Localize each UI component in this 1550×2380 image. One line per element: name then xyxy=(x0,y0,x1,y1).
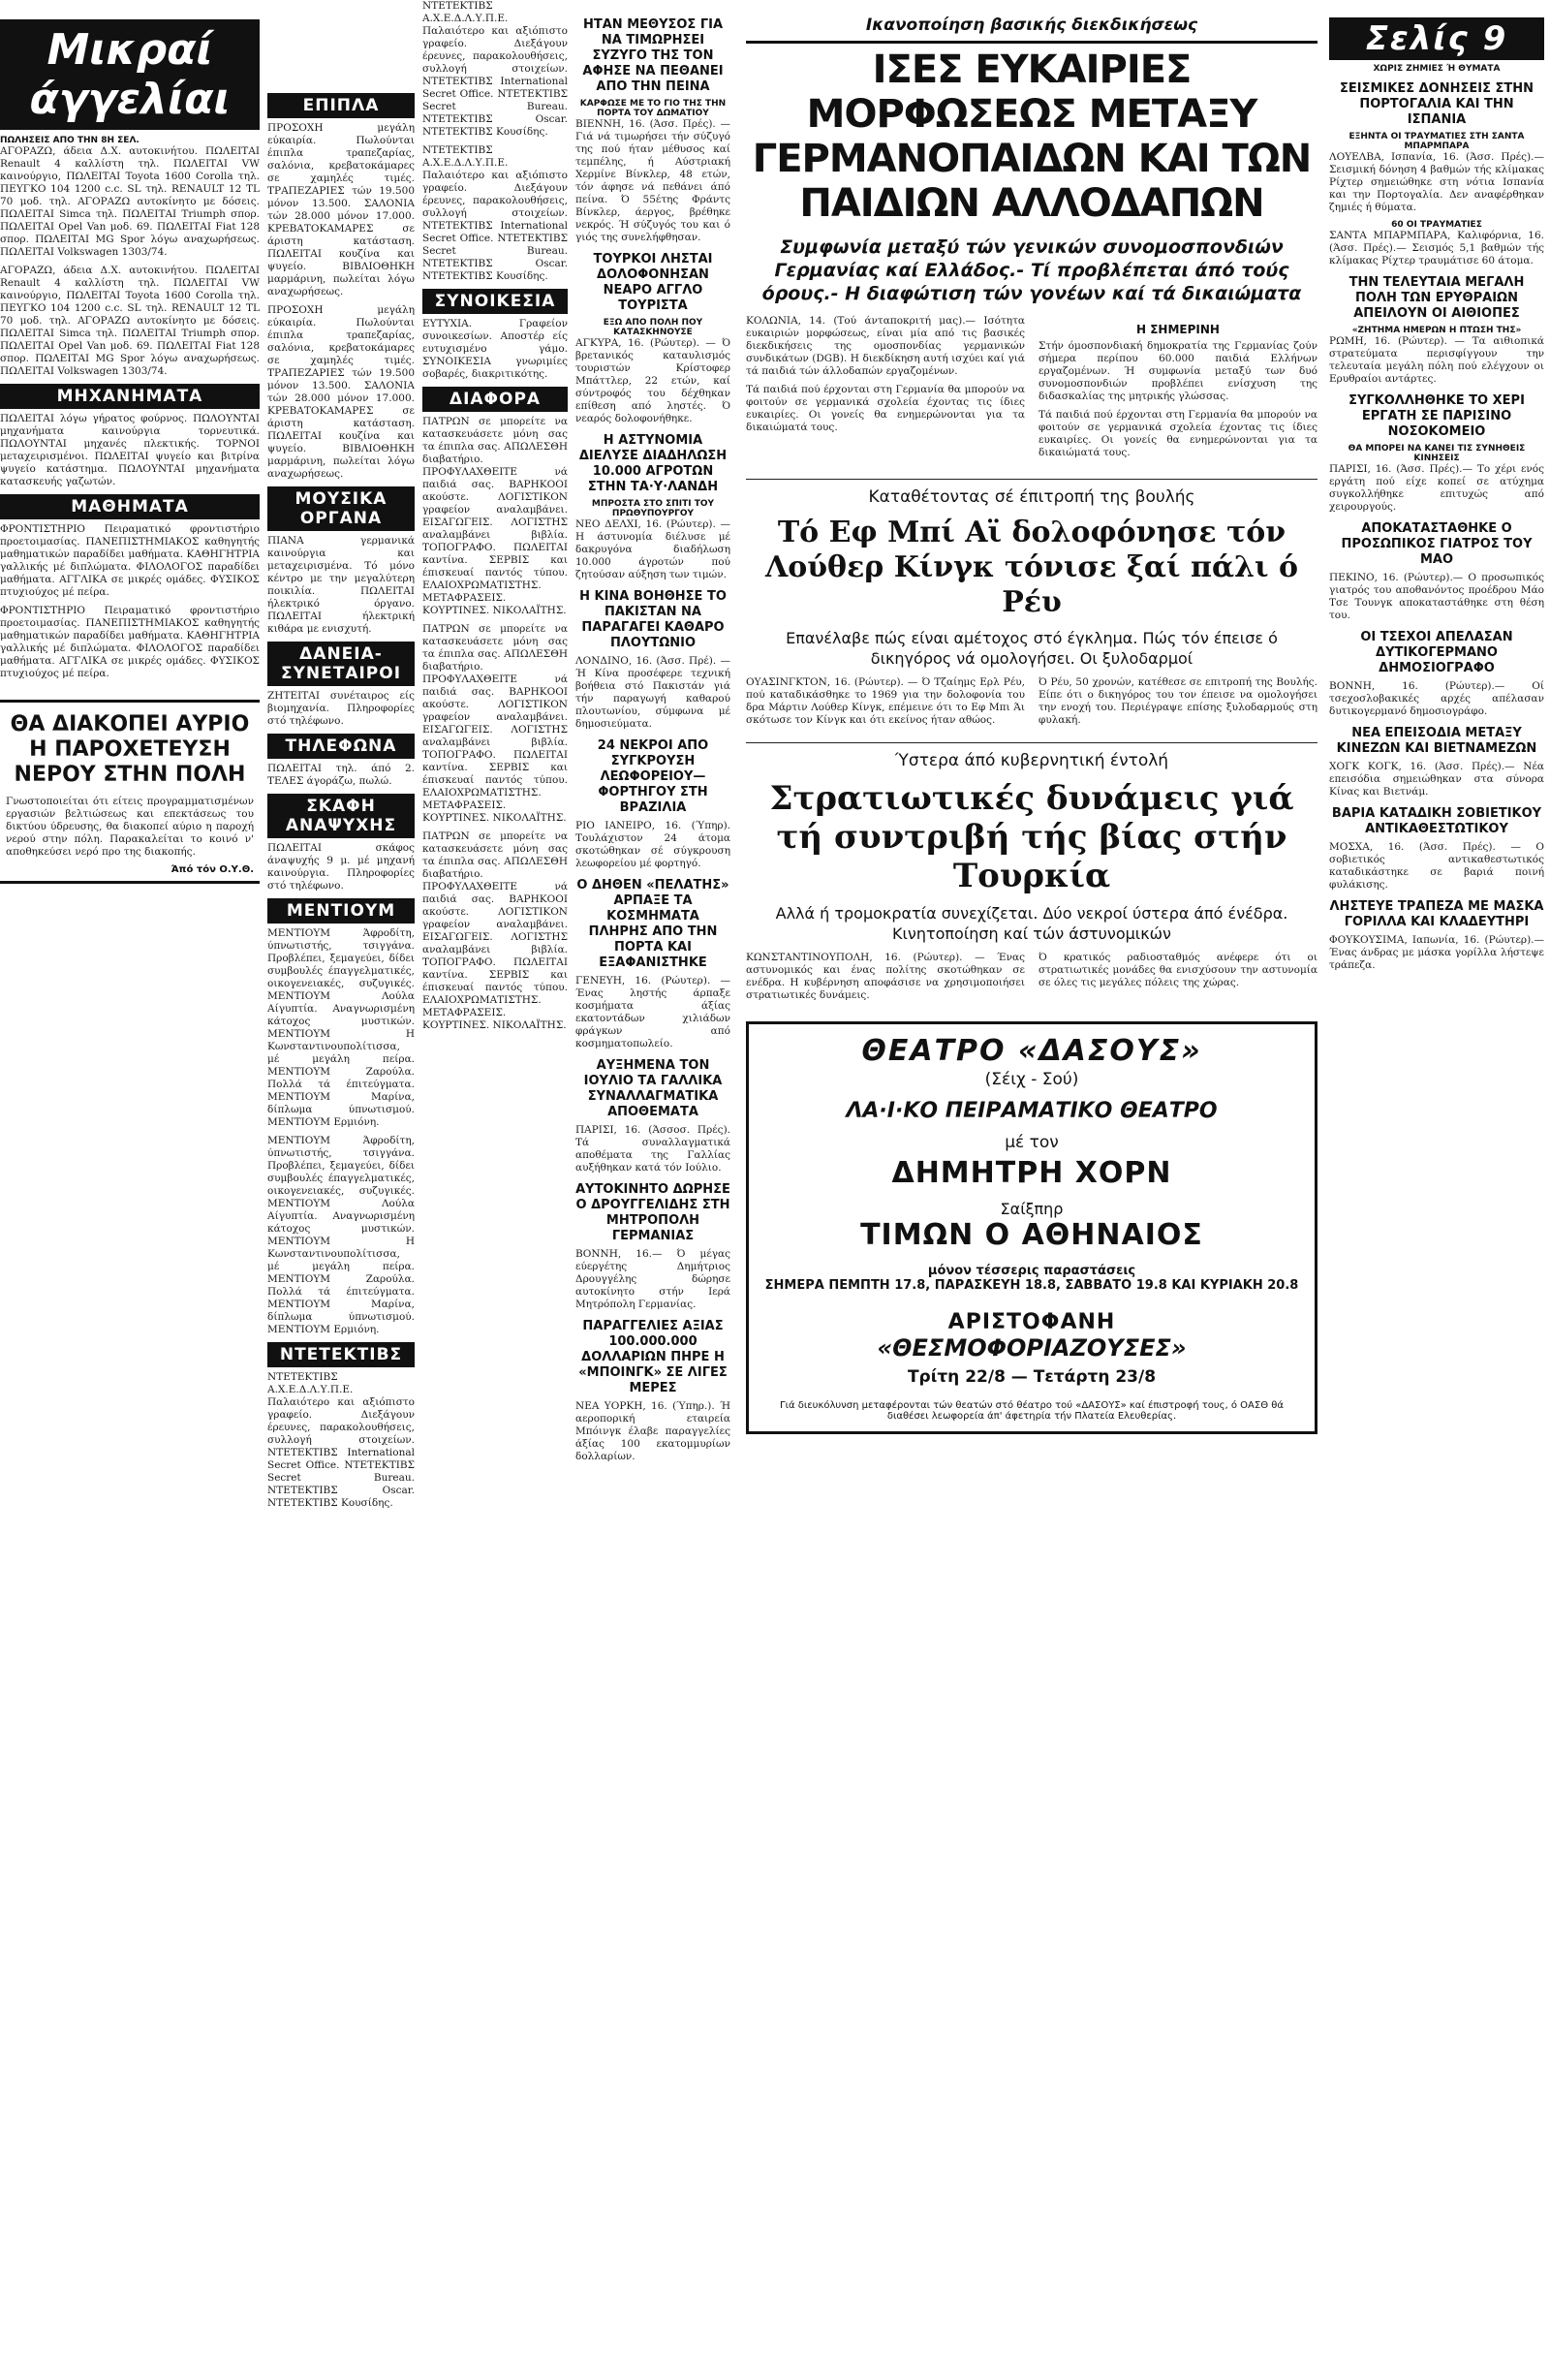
right-text-3: ΡΩΜΗ, 16. (Ρώυτερ). — Τα αιθιοπικά στρατεύματα περισφίγγουν την τελευταία μεγάλη πόλη πού ελέγχουν οι Ερυθραίοι αντάρτες. xyxy=(1329,335,1544,385)
right-head-8: ΛΗΣΤΕΥΕ ΤΡΑΠΕΖΑ ΜΕ ΜΑΣΚΑ ΓΟΡΙΛΛΑ ΚΑΙ ΚΛΑΔΕΥΤΗΡΙ xyxy=(1329,899,1544,929)
misc-text: ΠΑΤΡΩΝ σε μπορείτε να κατασκευάσετε μόνη σας τα έπιπλα σας. ΑΠΩΛΕΣΘΗ διαβατήριο. ΠΡΟΦΥΛΑΧΘΕΙΤΕ νά παιδιά σας. ΒΑΡΗΚΟΟΙ ακούστε. ΛΟΓΙΣΤΙΚΟΝ γραφείον αναλαμβάνει. ΕΙΣΑΓΩΓΕΙΣ. ΛΟΓΙΣΤΗΣ αναλαμβάνει βιβλία. ΤΟΠΟΓΡΑΦΟ. ΠΩΛΕΙΤΑΙ καντίνα. ΣΕΡΒΙΣ και έπισκευαί παντός τύπου. ΕΛΑΙΟΧΡΩΜΑΤΙΣΤΗΣ. ΜΕΤΑΦΡΑΣΕΙΣ. ΚΟΥΡΤΙΝΕΣ. ΝΙΚΟΛΑΪΤΗΣ. xyxy=(422,416,568,616)
boats-text: ΠΩΛΕΙΤΑΙ σκάφος άναψυχής 9 μ. μέ μηχανή καινούργια. Πληροφορίες στό τηλέφωνο. xyxy=(267,842,415,892)
theatre-name: ΘΕΑΤΡΟ «ΔΑΣΟΥΣ» xyxy=(861,1034,1202,1068)
king-headline: Τό Εφ Μπί Αϊ δολοφόνησε τόν Λούθερ Κίνγκ τόνισε ξαί πάλι ό Ρέυ xyxy=(764,516,1299,619)
news-head-1: ΗΤΑΝ ΜΕΘΥΣΟΣ ΓΙΑ ΝΑ ΤΙΜΩΡΗΣΕΙ ΣΥΖΥΓΟ ΤΗΣ ΤΟΝ ΑΦΗΣΕ ΝΑ ΠΕΘΑΝΕΙ ΑΠΟ ΤΗΝ ΠΕΙΝΑ xyxy=(582,17,724,94)
classifieds-column-2 xyxy=(267,87,415,2380)
news-head-7: ΑΥΞΗΜΕΝΑ ΤΟΝ ΙΟΥΛΙΟ ΤΑ ΓΑΛΛΙΚΑ ΣΥΝΑΛΛΑΓΜΑΤΙΚΑ ΑΠΟΘΕΜΑΤΑ xyxy=(583,1058,723,1119)
right-head-5: ΟΙ ΤΣΕΧΟΙ ΑΠΕΛΑΣΑΝ ΔΥΤΙΚΟΓΕΡΜΑΝΟ ΔΗΜΟΣΙΟΓΡΑΦΟ xyxy=(1360,630,1513,675)
right-sub-4: ΘΑ ΜΠΟΡΕΙ ΝΑ ΚΑΝΕΙ ΤΙΣ ΣΥΝΗΘΕΙΣ ΚΙΝΗΣΕΙΣ xyxy=(1348,444,1526,463)
right-text-1: ΛΟΥΕΛΒΑ, Ισπανία, 16. (Άσσ. Πρές).— Σεισμική δόνηση 4 βαθμών τής κλίμακας Ρίχτερ σημειώθηκε στη νότια Ισπανία και την Πορτογαλία. Δεν αναφέρθηκαν ζημιές ή θύματα. xyxy=(1329,151,1544,213)
king-story-cols xyxy=(746,676,1318,733)
king-kicker: Καταθέτοντας σέ έπιτροπή της βουλής xyxy=(868,487,1195,507)
loans-text: ΖΗΤΕΙΤΑΙ συνέταιρος είς βιομηχανία. Πληροφορίες στό τηλέφωνο. xyxy=(267,690,415,727)
theatre-dates: ΣΗΜΕΡΑ ΠΕΜΠΤΗ 17.8, ΠΑΡΑΣΚΕΥΗ 18.8, ΣΑΒΒΑΤΟ 19.8 ΚΑΙ ΚΥΡΙΑΚΗ 20.8 xyxy=(764,1278,1299,1293)
section-boats: ΣΚΑΦΗ ΑΝΑΨΥΧΗΣ xyxy=(267,794,415,838)
notice-sign: Άπό τόν Ο.Υ.Θ. xyxy=(170,864,254,875)
cars-text: ΑΓΟΡΑΖΩ, άδεια Δ.Χ. αυτοκινήτου. ΠΩΛΕΙΤΑΙ Renault 4 καλλίστη τηλ. ΠΩΛΕΙΤΑΙ VW καινούργιο, ΠΩΛΕΙΤΑΙ Toyota 1600 Corolla τηλ. ΠΕΥΓΚΟ 104 1200 c.c. SL τηλ. RENAULT 12 TL 70 μοδ. τηλ. ΑΓΟΡΑΖΩ αυτοκίνητο με δόσεις. ΠΩΛΕΙΤΑΙ Simca τηλ. ΠΩΛΕΙΤΑΙ Triumph σπορ. ΠΩΛΕΙΤΑΙ Opel Van μοδ. 69. ΠΩΛΕΙΤΑΙ Fiat 128 σπορ. ΠΩΛΕΙΤΑΙ MG Spor λόγω αναχωρήσεως. ΠΩΛΕΙΤΑΙ Volkswagen 1303/74. xyxy=(0,265,260,377)
divider-2 xyxy=(746,742,1318,743)
right-text-4: ΠΑΡΙΣΙ, 16. (Άσσ. Πρές).— Το χέρι ενός εργάτη πού είχε κοπεί σε ατύχημα συγκολλήθηκε επιτυχώς από χειρουργούς. xyxy=(1329,463,1544,513)
section-detectives: ΝΤΕΤΕΚΤΙΒΣ xyxy=(267,1342,415,1367)
right-sub-3: «ΖΗΤΗΜΑ ΗΜΕΡΩΝ Η ΠΤΩΣΗ ΤΗΣ» xyxy=(1351,326,1522,335)
classifieds-left xyxy=(0,265,260,686)
right-head-7: ΒΑΡΙΑ ΚΑΤΑΔΙΚΗ ΣΟΒΙΕΤΙΚΟΥ ΑΝΤΙΚΑΘΕΣΤΩΤΙΚΟΥ xyxy=(1331,806,1542,836)
news-head-8: ΑΥΤΟΚΙΝΗΤΟ ΔΩΡΗΣΕ Ο ΔΡΟΥΓΓΕΛΙΔΗΣ ΣΤΗ ΜΗΤΡΟΠΟΛΗ ΓΕΡΜΑΝΙΑΣ xyxy=(575,1182,730,1243)
page-number: Σελίς 9 xyxy=(1329,17,1544,60)
main-kicker: Ικανοποίηση βασικής διεκδικήσεως xyxy=(865,16,1198,35)
main-deck: Συμφωνία μεταξύ τών γενικών συνομοσπονδιών Γερμανίας καί Ελλάδος.- Τί προβλέπεται άπό τούς όρους.- Η διαφώτιση τών γονέων καί τά δικαιώματα xyxy=(761,236,1302,304)
right-text-5: ΠΕΚΙΝΟ, 16. (Ρώυτερ).— Ο προσωπικός γιατρός του αποθανόντος προέδρου Μάο Τσε Τουνγκ αποκαταστάθηκε στη θέση του. xyxy=(1329,572,1544,621)
turkey-col-b xyxy=(1038,952,1318,1008)
section-phones: ΤΗΛΕΦΩΝΑ xyxy=(267,734,415,759)
right-text-8: ΜΟΣΧΑ, 16. (Άσσ. Πρές). — Ο σοβιετικός αντικαθεστωτικός καταδικάστηκε σε βαριά ποινή φυλάκισης. xyxy=(1329,841,1544,891)
intro-text: ΑΓΟΡΑΖΩ, άδεια Δ.Χ. αυτοκινήτου. ΠΩΛΕΙΤΑΙ Renault 4 καλλίστη τηλ. ΠΩΛΕΙΤΑΙ VW καινούργιο, ΠΩΛΕΙΤΑΙ Toyota 1600 Corolla τηλ. ΠΕΥΓΚΟ 104 1200 c.c. SL τηλ. RENAULT 12 TL 70 μοδ. τηλ. ΑΓΟΡΑΖΩ αυτοκίνητο με δόσεις. ΠΩΛΕΙΤΑΙ Simca τηλ. ΠΩΛΕΙΤΑΙ Triumph σπορ. ΠΩΛΕΙΤΑΙ Opel Van μοδ. 69. ΠΩΛΕΙΤΑΙ Fiat 128 σπορ. ΠΩΛΕΙΤΑΙ MG Spor λόγω αναχωρήσεως. ΠΩΛΕΙΤΑΙ Volkswagen 1303/74. xyxy=(0,145,260,258)
right-head-6: ΝΕΑ ΕΠΕΙΣΟΔΙΑ ΜΕΤΑΞΥ ΚΙΝΕΖΩΝ ΚΑΙ ΒΙΕΤΝΑΜΕΖΩΝ xyxy=(1336,726,1537,756)
main-sub-a: Η ΣΗΜΕΡΙΝΗ xyxy=(1136,323,1220,336)
news-sub-2: ΕΞΩ ΑΠΟ ΠΟΛΗ ΠΟΥ ΚΑΤΑΣΚΗΝΟΥΣΕ xyxy=(603,318,703,337)
news-head-9: ΠΑΡΑΓΓΕΛΙΕΣ ΑΞΙΑΣ 100.000.000 ΔΟΛΛΑΡΙΩΝ ΠΗΡΕ Η «ΜΠΟΙΝΓΚ» ΣΕ ΛΙΓΕΣ ΜΕΡΕΣ xyxy=(578,1319,728,1395)
news-text-2: ΑΓΚΥΡΑ, 16. (Ρώυτερ). — Ό βρετανικός καταυλισμός τουριστών Κρίστοφερ Μπάττλερ, 22 ετών, καί σύντροφός του δέχθηκαν επίθεση από ληστές. Ό νεαρός δολοφονήθηκε. xyxy=(575,337,730,424)
classifieds-subcols xyxy=(0,265,260,686)
turkey-kicker: Ύστερα άπό κυβερνητική έντολή xyxy=(894,751,1169,770)
main-headline-text: ΙΣΕΣ ΕΥΚΑΙΡΙΕΣ ΜΟΡΦΩΣΕΩΣ ΜΕΤΑΞΥ ΓΕΡΜΑΝΟΠΑΙΔΩΝ ΚΑΙ ΤΩΝ ΠΑΙΔΙΩΝ ΑΛΛΟΔΑΠΩΝ xyxy=(752,47,1312,226)
main-text-a: ΚΟΛΩΝΙΑ, 14. (Τού άνταποκριτή μας).— Ισότητα ευκαιριών μορφώσεως, είναι μία από τις βασικές διεκδικήσεις της ομοσπονδίας γερμανικών συνδικάτων (DGB). Η διεκδίκηση αυτή ισχύει καί γιά τά παιδιά τών άλλοδαπών εργαζομένων. xyxy=(746,315,1025,377)
divider-1 xyxy=(746,479,1318,480)
main-text-c: Τά παιδιά πού έρχονται στη Γερμανία θα μπορούν να φοιτούν σε γερμανικά σχολεία έχοντας τις ίδιες ευκαιρίες. Οι γονείς θα ενημερώνονται για τα δικαιώματά τους. xyxy=(746,384,1025,433)
main-column xyxy=(746,0,1318,2293)
section-misc: ΔΙΑΦΟΡΑ xyxy=(422,387,568,412)
theatre-with: μέ τον xyxy=(1005,1133,1059,1152)
right-small-head: ΧΩΡΙΣ ΖΗΜΙΕΣ Ή ΘΥΜΑΤΑ xyxy=(1373,64,1501,74)
king-deck: Επανέλαβε πώς είναι αμέτοχος στό έγκλημα. Πώς τόν έπεισε ό δικηγόρος νά ομολογήσει. Οι ξυλοδαρμοί xyxy=(786,629,1278,668)
news-head-4: Η ΚΙΝΑ ΒΟΗΘΗΣΕ ΤΟ ΠΑΚΙΣΤΑΝ ΝΑ ΠΑΡΑΓΑΓΕΙ ΚΑΘΑΡΟ ΠΛΟΥΤΩΝΙΟ xyxy=(579,589,727,650)
section-loans: ΔΑΝΕΙΑ-ΣΥΝΕΤΑΙΡΟΙ xyxy=(267,642,415,686)
music-text: ΠΙΑΝΑ γερμανικά καινούργια και μεταχειρισμένα. Τό μόνο κέντρο με την μεγαλύτερη ποικιλία. ΠΩΛΕΙΤΑΙ ήλεκτρικό όργανο. ΠΩΛΕΙΤΑΙ ήλεκτρική κιθάρα με ενισχυτή. xyxy=(267,535,415,635)
sales-text-2: ΠΡΟΣΟΧΗ μεγάλη εύκαιρία. Πωλούνται έπιπλα τραπεζαρίας, σαλόνια, κρεβατοκάμαρες σε χαμηλές τιμές. ΤΡΑΠΕΖΑΡΙΕΣ τών 19.500 μόνον 13.500. ΣΑΛΟΝΙΑ τών 28.000 μόνον 17.000. ΚΡΕΒΑΤΟΚΑΜΑΡΕΣ σε άριστη κατάσταση. ΠΩΛΕΙΤΑΙ κουζίνα και ψυγείο. ΒΙΒΛΙΟΘΗΚΗ μαρμάρινη, πωλείται λόγω αναχωρήσεως. xyxy=(267,304,415,480)
classifieds-masthead: Μικραί άγγελίαι xyxy=(0,19,260,130)
news-head-5: 24 ΝΕΚΡΟΙ ΑΠΟ ΣΥΓΚΡΟΥΣΗ ΛΕΩΦΟΡΕΙΟΥ—ΦΟΡΤΗΓΟΥ ΣΤΗ ΒΡΑΖΙΛΙΑ xyxy=(597,738,709,815)
notice-text: Γνωστοποιείται ότι είτεις προγραμματισμένων εργασιών βελτιώσεως και επεκτάσεως του δικτύου ύδρευσης, θα διακοπεί αύριο η παροχή νερού στην πόλη. Παρακαλείται το κοινό ν' αποθηκεύσει νερό προ της διακοπής. xyxy=(6,796,254,858)
main-story-col-b xyxy=(1038,315,1318,465)
main-headline xyxy=(746,47,1318,226)
section-machines: ΜΗΧΑΝΗΜΑΤΑ xyxy=(0,384,260,409)
lessons-text-2: ΦΡΟΝΤΙΣΤΗΡΙΟ Πειραματικό φροντιστήριο προετοιμασίας. ΠΑΝΕΠΙΣΤΗΜΙΑΚΟΣ καθηγητής μαθηματικών παραδίδει μαθήματα. ΚΑΘΗΓΗΤΡΙΑ γαλλικής μέ διπλώματα. ΦΙΛΟΛΟΓΟΣ παραδίδει μαθήματα. ΑΓΓΛΙΚΑ σε μικρές ομάδες. ΦΥΣΙΚΟΣ πτυχιούχος μέ πείρα. xyxy=(0,605,260,679)
news-text-5: ΡΙΟ ΙΑΝΕΙΡΟ, 16. (Ύπηρ). Τουλάχιστον 24 άτομα σκοτώθηκαν σέ σύγκρουση λεωφορείου μέ φορτηγό. xyxy=(575,820,730,869)
main-headline-wrap xyxy=(746,41,1318,226)
machines-text: ΠΩΛΕΙΤΑΙ λόγω γήρατος φούρνος. ΠΩΛΟΥΝΤΑΙ μηχανήματα καινούργια τορνευτικά. ΠΩΛΟΥΝΤΑΙ μηχανές πλεκτικής. ΤΟΡΝΟΙ μεταχειρισμένοι. ΠΩΛΕΙΤΑΙ ψυγείο και βιτρίνα ψυγείο κατάστημα. ΠΩΛΟΥΝΤΑΙ μηχανήματα κατασκευής γαζωτών. xyxy=(0,413,260,487)
news-text-6: ΓΕΝΕΥΗ, 16. (Ρώυτερ). — Ένας ληστής άρπαξε κοσμήματα άξίας εκατοντάδων χιλιάδων φράγκων από κοσμηματοπωλείο. xyxy=(575,975,730,1049)
mentium-text-2: ΜΕΝΤΙΟΥΜ Άφροδίτη, ύπνωτιστής, τσιγγάνα. Προβλέπει, ξεμαγεύει, δίδει συμβουλές έπαγγελματικές, οικογενειακές, συζυγικές. ΜΕΝΤΙΟΥΜ Λούλα Αίγυπτία. Αναγνωρισμένη κάτοχος μυστικών. ΜΕΝΤΙΟΥΜ Η Κωνσταντινουπολίτισσα, μέ μεγάλη πείρα. ΜΕΝΤΙΟΥΜ Ζαρούλα. Πολλά τά έπιτεύγματα. ΜΕΝΤΙΟΥΜ Μαρίνα, δίπλωμα ύπνωτισμού. ΜΕΝΤΙΟΥΜ Ερμιόνη. xyxy=(267,1135,415,1335)
theatre-play: ΤΙΜΩΝ Ο ΑΘΗΝΑΙΟΣ xyxy=(860,1218,1203,1252)
king-text-d: ΟΥΑΣΙΝΓΚΤΟΝ, 16. (Ρώυτερ). — Ό Τζαίημς Ερλ Ρέυ, πού καταδικάσθηκε το 1969 για την δολοφονία του δρα Μάρτιν Λούθερ Κίνγκ, επέμεινε ότι το Εφ Μπι Άι σκότωσε τον Κίνγκ και ότι εκείνος ήταν αθώος. xyxy=(746,676,1025,726)
king-col-b xyxy=(1038,676,1318,733)
news-head-6: Ο ΔΗΘΕΝ «ΠΕΛΑΤΗΣ» ΑΡΠΑΞΕ ΤΑ ΚΟΣΜΗΜΑΤΑ ΠΛΗΡΗΣ ΑΠΟ ΤΗΝ ΠΟΡΤΑ ΚΑΙ ΕΞΑΦΑΝΙΣΤΗΚΕ xyxy=(576,878,729,970)
right-text-6: ΒΟΝΝΗ, 16. (Ρώυτερ).— Οί τσεχοσλοβακικές αρχές απέλασαν δυτικογερμανό δημοσιογράφο. xyxy=(1329,680,1544,717)
intro-label: ΠΩΛΗΣΕΙΣ ΑΠΟ ΤΗΝ 8Η ΣΕΛ. xyxy=(0,136,140,145)
water-notice xyxy=(0,700,260,884)
news-head-2: ΤΟΥΡΚΟΙ ΛΗΣΤΑΙ ΔΟΛΟΦΟΝΗΣΑΝ ΝΕΑΡΟ ΑΓΓΛΟ ΤΟΥΡΙΣΤΑ xyxy=(593,252,713,313)
turkey-headline: Στρατιωτικές δυνάμεις γιά τή συντριβή τής βίας στήν Τουρκία xyxy=(769,779,1294,895)
news-text-8: ΒΟΝΝΗ, 16.— Ό μέγας εύεργέτης Δημήτριος Δρουγγέλης δώρησε αυτοκίνητο στήν Ιερά Μητρόπολη Γερμανίας. xyxy=(575,1248,730,1310)
right-text-2: ΣΑΝΤΑ ΜΠΑΡΜΠΑΡΑ, Καλιφόρνια, 16. (Άσσ. Πρές).— Σεισμός 5,1 βαθμών τής κλίμακας Ρίχτερ τραυμάτισε 60 άτομα. xyxy=(1329,230,1544,266)
classifieds-column xyxy=(0,0,260,2293)
news-text-4: ΛΟΝΔΙΝΟ, 16. (Άσσ. Πρέ). — Ή Κίνα προσέφερε τεχνική βοήθεια στό Πακιστάν γιά τήν παραγωγή καθαρού πλουτωνίου, σύμφωνα μέ δημοσιεύματα. xyxy=(575,655,730,730)
news-column-2 xyxy=(575,0,730,2293)
section-sales: ΕΠΙΠΛΑ xyxy=(267,93,415,118)
theatre-ad xyxy=(746,1021,1318,1434)
notice-title: ΘΑ ΔΙΑΚΟΠΕΙ ΑΥΡΙΟ Η ΠΑΡΟΧΕΤΕΥΣΗ ΝΕΡΟΥ ΣΤΗΝ ΠΟΛΗ xyxy=(10,712,250,787)
detectives-text-3: ΝΤΕΤΕΚΤΙΒΣ Α.Χ.Ε.Δ.Λ.Υ.Π.Ε. Παλαιότερο και αξιόπιστο γραφείο. Διεξάγουν έρευνες, παρακολουθήσεις, συλλογή στοιχείων. ΝΤΕΤΕΚΤΙΒΣ International Secret Office. ΝΤΕΤΕΚΤΙΒΣ Secret Bureau. ΝΤΕΤΕΚΤΙΒΣ Oscar. ΝΤΕΤΕΚΤΙΒΣ Κουσίδης. xyxy=(422,144,568,282)
news-sub-1: ΚΑΡΦΩΣΕ ΜΕ ΤΟ ΓΙΟ ΤΗΣ ΤΗΝ ΠΟΡΤΑ ΤΟΥ ΔΩΜΑΤΙΟΥ xyxy=(579,99,727,118)
theatre-dates-2: Τρίτη 22/8 — Τετάρτη 23/8 xyxy=(907,1367,1157,1387)
right-head-2: ΤΗΝ ΤΕΛΕΥΤΑΙΑ ΜΕΓΑΛΗ ΠΟΛΗ ΤΩΝ ΕΡΥΘΡΑΙΩΝ ΑΠΕΙΛΟΥΝ ΟΙ ΑΙΘΙΟΠΕΣ xyxy=(1348,275,1525,321)
news-text-7: ΠΑΡΙΣΙ, 16. (Άσσοσ. Πρές). Τά συναλλαγματικά αποθέματα της Γαλλίας αυξήθηκαν κατά τόν Ιούλιο. xyxy=(575,1124,730,1174)
turkey-deck: Αλλά ή τρομοκρατία συνεχίζεται. Δύο νεκροί ύστερα άπό ένέδρα. Κινητοποίηση καί τών άστυνομικών xyxy=(775,904,1288,943)
right-text-7: ΧΟΓΚ ΚΟΓΚ, 16. (Άσσ. Πρές).— Νέα επεισόδια σημειώθηκαν στα σύνορα Κίνας και Βιετνάμ. xyxy=(1329,761,1544,798)
turkey-text-f: ΚΩΝΣΤΑΝΤΙΝΟΥΠΟΛΗ, 16. (Ρώυτερ). — Ένας αστυνομικός και ένας πολίτης σκοτώθηκαν σε ενέδρα. Η κυβέρνηση αποφάσισε να χρησιμοποιήσει στρατιωτικές δυνάμεις. xyxy=(746,952,1025,1001)
detectives-text-2: ΝΤΕΤΕΚΤΙΒΣ Α.Χ.Ε.Δ.Λ.Υ.Π.Ε. Παλαιότερο και αξιόπιστο γραφείο. Διεξάγουν έρευνες, παρακολουθήσεις, συλλογή στοιχείων. ΝΤΕΤΕΚΤΙΒΣ International Secret Office. ΝΤΕΤΕΚΤΙΒΣ Secret Bureau. ΝΤΕΤΕΚΤΙΒΣ Oscar. ΝΤΕΤΕΚΤΙΒΣ Κουσίδης. xyxy=(422,0,568,138)
theatre-performances: μόνον τέσσερις παραστάσεις xyxy=(927,1264,1136,1278)
theatre-sub: (Σέιχ - Σού) xyxy=(984,1070,1079,1089)
right-head-3: ΣΥΓΚΟΛΛΗΘΗΚΕ ΤΟ ΧΕΡΙ ΕΡΓΑΤΗ ΣΕ ΠΑΡΙΣΙΝΟ ΝΟΣΟΚΟΜΕΙΟ xyxy=(1348,393,1525,439)
king-col-a xyxy=(746,676,1025,733)
section-homes: ΣΥΝΟΙΚΕΣΙΑ xyxy=(422,289,568,314)
section-mentium: ΜΕΝΤΙΟΥΜ xyxy=(267,898,415,924)
theatre-author: Σαίξπηρ xyxy=(1000,1200,1064,1218)
theatre-actor: ΔΗΜΗΤΡΗ ΧΟΡΝ xyxy=(891,1156,1172,1190)
classifieds-column-3 xyxy=(422,0,568,2293)
news-text-9: ΝΕΑ ΥΟΡΚΗ, 16. (Ύπηρ.). Ή αεροπορική εταιρεία Μπόινγκ έλαβε παραγγελίες άξίας 100 εκατομμυρίων δολλαρίων. xyxy=(575,1400,730,1462)
news-sub-3: ΜΠΡΟΣΤΑ ΣΤΟ ΣΠΙΤΙ ΤΟΥ ΠΡΩΘΥΠΟΥΡΓΟΥ xyxy=(591,499,715,518)
right-head-4: ΑΠΟΚΑΤΑΣΤΑΘΗΚΕ Ο ΠΡΟΣΩΠΙΚΟΣ ΓΙΑΤΡΟΣ ΤΟΥ ΜΑΟ xyxy=(1341,521,1533,567)
main-story-cols xyxy=(746,315,1318,465)
right-column xyxy=(1329,0,1544,2293)
sales-text: ΠΡΟΣΟΧΗ μεγάλη εύκαιρία. Πωλούνται έπιπλα τραπεζαρίας, σαλόνια, κρεβατοκάμαρες σε χαμηλές τιμές. ΤΡΑΠΕΖΑΡΙΕΣ τών 19.500 μόνον 13.500. ΣΑΛΟΝΙΑ τών 28.000 μόνον 17.000. ΚΡΕΒΑΤΟΚΑΜΑΡΕΣ σε άριστη κατάσταση. ΠΩΛΕΙΤΑΙ κουζίνα και ψυγείο. ΒΙΒΛΙΟΘΗΚΗ μαρμάρινη, πωλείται λόγω αναχωρήσεως. xyxy=(267,122,415,298)
misc-text-2: ΠΑΤΡΩΝ σε μπορείτε να κατασκευάσετε μόνη σας τα έπιπλα σας. ΑΠΩΛΕΣΘΗ διαβατήριο. ΠΡΟΦΥΛΑΧΘΕΙΤΕ νά παιδιά σας. ΒΑΡΗΚΟΟΙ ακούστε. ΛΟΓΙΣΤΙΚΟΝ γραφείον αναλαμβάνει. ΕΙΣΑΓΩΓΕΙΣ. ΛΟΓΙΣΤΗΣ αναλαμβάνει βιβλία. ΤΟΠΟΓΡΑΦΟ. ΠΩΛΕΙΤΑΙ καντίνα. ΣΕΡΒΙΣ και έπισκευαί παντός τύπου. ΕΛΑΙΟΧΡΩΜΑΤΙΣΤΗΣ. ΜΕΤΑΦΡΑΣΕΙΣ. ΚΟΥΡΤΙΝΕΣ. ΝΙΚΟΛΑΪΤΗΣ. xyxy=(422,623,568,824)
section-music: ΜΟΥΣΙΚΑ ΟΡΓΑΝΑ xyxy=(267,486,415,531)
right-sub-2: 60 ΟΙ ΤΡΑΥΜΑΤΙΕΣ xyxy=(1391,220,1482,230)
theatre-transport: Γιά διευκόλυνση μεταφέρονται τών θεατών στό θέατρο τού «ΔΑΣΟΥΣ» καί έπιστροφή τους, ό ΟΑΣΘ θά διαθέσει λεωφορεία άπ' άφετηρία τήν Πλατεία Ελευθερίας. xyxy=(780,1400,1284,1422)
main-text-b: Στήν όμοσπονδιακή δημοκρατία της Γερμανίας ζούν σήμερα περίπου 60.000 παιδιά Ελλήνων εργαζομένων. Ή συμφωνία μεταξύ των δυό συνομοσπονδιών προβλέπει ενίσχυση της διδασκαλίας της μητρικής γλώσσας. xyxy=(1038,340,1318,402)
news-text-1: ΒΙΕΝΝΗ, 16. (Άσσ. Πρές). — Γιά νά τιμωρήσει τήν σύζυγό της πού ήταν μέθυσος καί τεμπέλης, ή Αύστριακή Χερμίνε Βίνκλερ, 48 ετών, τόν άφησε νά πεθάνει άπό πείνα. Ό 55έτης Φράντς Βίνκλερ, άεργος, βρέθηκε νεκρός. Ή σύζυγός του και ό γιός της συνελήφθησαν. xyxy=(575,118,730,243)
homes-text: ΕΥΤΥΧΙΑ. Γραφείον συνοικεσίων. Αποστέρ είς ευτυχισμένο γάμο. ΣΥΝΟΙΚΕΣΙΑ γνωριμίες σοβαρές, διακριτικότης. xyxy=(422,318,568,380)
right-text-9: ΦΟΥΚΟΥΣΙΜΑ, Ιαπωνία, 16. (Ρώυτερ).— Ένας άνδρας με μάσκα γορίλλα λήστεψε τράπεζα. xyxy=(1329,934,1544,971)
theatre-company: ΛΑ·Ι·ΚΟ ΠΕΙΡΑΜΑΤΙΚΟ ΘΕΑΤΡΟ xyxy=(846,1099,1218,1123)
king-text-e: Ό Ρέυ, 50 χρονών, κατέθεσε σε επιτροπή της Βουλής. Είπε ότι ο δικηγόρος του τον έπεισε να ομολογήσει την ενοχή του. Περιέγραψε επίσης ξυλοδαρμούς στη φυλακή. xyxy=(1038,676,1318,726)
mentium-text: ΜΕΝΤΙΟΥΜ Άφροδίτη, ύπνωτιστής, τσιγγάνα. Προβλέπει, ξεμαγεύει, δίδει συμβουλές έπαγγελματικές, οικογενειακές, συζυγικές. ΜΕΝΤΙΟΥΜ Λούλα Αίγυπτία. Αναγνωρισμένη κάτοχος μυστικών. ΜΕΝΤΙΟΥΜ Η Κωνσταντινουπολίτισσα, μέ μεγάλη πείρα. ΜΕΝΤΙΟΥΜ Ζαρούλα. Πολλά τά έπιτεύγματα. ΜΕΝΤΙΟΥΜ Μαρίνα, δίπλωμα ύπνωτισμού. ΜΕΝΤΙΟΥΜ Ερμιόνη. xyxy=(267,927,415,1128)
phones-text: ΠΩΛΕΙΤΑΙ τηλ. άπό 2. ΤΕΛΕΣ άγοράζω, πωλώ. xyxy=(267,763,415,787)
main-story-col-a xyxy=(746,315,1025,465)
right-head-1: ΣΕΙΣΜΙΚΕΣ ΔΟΝΗΣΕΙΣ ΣΤΗΝ ΠΟΡΤΟΓΑΛΙΑ ΚΑΙ ΤΗΝ ΙΣΠΑΝΙΑ xyxy=(1340,81,1534,127)
turkey-col-a xyxy=(746,952,1025,1008)
section-lessons: ΜΑΘΗΜΑΤΑ xyxy=(0,494,260,519)
turkey-text-g: Ό κρατικός ραδιοσταθμός ανέφερε ότι οι στρατιωτικές μονάδες θα ενισχύσουν την αστυνομία σε όλες τις μεγάλες πόλεις της χώρας. xyxy=(1038,952,1318,988)
news-head-3: Η ΑΣΤΥΝΟΜΙΑ ΔΙΕΛΥΣΕ ΔΙΑΔΗΛΩΣΗ 10.000 ΑΓΡΟΤΩΝ ΣΤΗΝ ΤΑ·Υ·ΛΑΝΔΗ xyxy=(578,433,728,494)
turkey-story-cols xyxy=(746,952,1318,1008)
misc-text-3: ΠΑΤΡΩΝ σε μπορείτε να κατασκευάσετε μόνη σας τα έπιπλα σας. ΑΠΩΛΕΣΘΗ διαβατήριο. ΠΡΟΦΥΛΑΧΘΕΙΤΕ νά παιδιά σας. ΒΑΡΗΚΟΟΙ ακούστε. ΛΟΓΙΣΤΙΚΟΝ γραφείον αναλαμβάνει. ΕΙΣΑΓΩΓΕΙΣ. ΛΟΓΙΣΤΗΣ αναλαμβάνει βιβλία. ΤΟΠΟΓΡΑΦΟ. ΠΩΛΕΙΤΑΙ καντίνα. ΣΕΡΒΙΣ και έπισκευαί παντός τύπου. ΕΛΑΙΟΧΡΩΜΑΤΙΣΤΗΣ. ΜΕΤΑΦΡΑΣΕΙΣ. ΚΟΥΡΤΙΝΕΣ. ΝΙΚΟΛΑΪΤΗΣ. xyxy=(422,830,568,1031)
lessons-text: ΦΡΟΝΤΙΣΤΗΡΙΟ Πειραματικό φροντιστήριο προετοιμασίας. ΠΑΝΕΠΙΣΤΗΜΙΑΚΟΣ καθηγητής μαθηματικών παραδίδει μαθήματα. ΚΑΘΗΓΗΤΡΙΑ γαλλικής μέ διπλώματα. ΦΙΛΟΛΟΓΟΣ παραδίδει μαθήματα. ΑΓΓΛΙΚΑ σε μικρές ομάδες. ΦΥΣΙΚΟΣ πτυχιούχος μέ πείρα. xyxy=(0,523,260,598)
news-text-3: ΝΕΟ ΔΕΛΧΙ, 16. (Ρώυτερ). — Η άστυνομία διέλυσε μέ δακρυγόνα διαδήλωση 10.000 άγροτών πού ζητούσαν αύξηση των τιμών. xyxy=(575,518,730,580)
theatre-play-2: «ΘΕΣΜΟΦΟΡΙΑΖΟΥΣΕΣ» xyxy=(877,1334,1187,1362)
right-sub-1: ΕΞΗΝΤΑ ΟΙ ΤΡΑΥΜΑΤΙΕΣ ΣΤΗ ΣΑΝΤΑ ΜΠΑΡΜΠΑΡΑ xyxy=(1348,132,1525,151)
theatre-author-2: ΑΡΙΣΤΟΦΑΝΗ xyxy=(947,1310,1116,1334)
detectives-text: ΝΤΕΤΕΚΤΙΒΣ Α.Χ.Ε.Δ.Λ.Υ.Π.Ε. Παλαιότερο και αξιόπιστο γραφείο. Διεξάγουν έρευνες, παρακολουθήσεις, συλλογή στοιχείων. ΝΤΕΤΕΚΤΙΒΣ International Secret Office. ΝΤΕΤΕΚΤΙΒΣ Secret Bureau. ΝΤΕΤΕΚΤΙΒΣ Oscar. ΝΤΕΤΕΚΤΙΒΣ Κουσίδης. xyxy=(267,1371,415,1509)
main-text-c2: Τά παιδιά πού έρχονται στη Γερμανία θα μπορούν να φοιτούν σε γερμανικά σχολεία έχοντας τις ίδιες ευκαιρίες. Οι γονείς θα ενημερώνονται για τα δικαιώματά τους. xyxy=(1038,409,1318,458)
